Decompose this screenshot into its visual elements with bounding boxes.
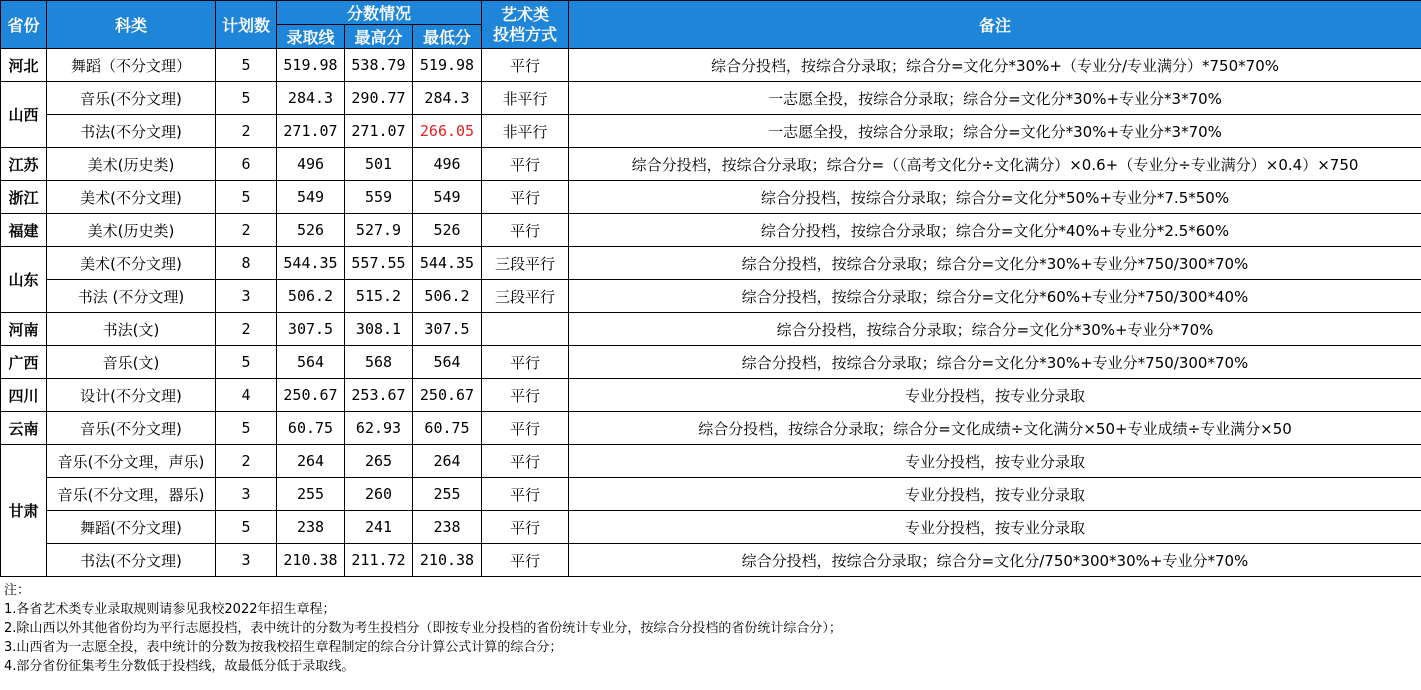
province-cell: 浙江 — [1, 181, 47, 214]
category-cell: 书法(文) — [47, 313, 216, 346]
province-cell: 四川 — [1, 379, 47, 412]
category-cell: 音乐(不分文理，器乐) — [47, 478, 216, 511]
min-cell: 255 — [413, 478, 482, 511]
line-cell: 284.3 — [277, 82, 345, 115]
max-cell: 568 — [345, 346, 413, 379]
table-row — [1, 148, 1421, 181]
line-cell: 271.07 — [277, 115, 345, 148]
plan-cell: 2 — [216, 445, 277, 478]
max-cell: 290.77 — [345, 82, 413, 115]
plan-cell: 5 — [216, 82, 277, 115]
table-row — [1, 511, 1421, 544]
min-cell: 549 — [413, 181, 482, 214]
min-cell: 284.3 — [413, 82, 482, 115]
remark-cell: 专业分投档，按专业分录取 — [569, 379, 1421, 412]
min-cell: 506.2 — [413, 280, 482, 313]
max-cell: 241 — [345, 511, 413, 544]
remark-cell: 专业分投档，按专业分录取 — [569, 511, 1421, 544]
remark-cell: 专业分投档，按专业分录取 — [569, 445, 1421, 478]
method-cell: 平行 — [482, 214, 569, 247]
remark-cell: 综合分投档，按综合分录取；综合分=文化成绩÷文化满分×50+专业成绩÷专业满分×50 — [569, 412, 1421, 445]
method-cell: 平行 — [482, 445, 569, 478]
min-cell: 210.38 — [413, 544, 482, 577]
method-cell: 平行 — [482, 379, 569, 412]
line-cell: 264 — [277, 445, 345, 478]
header-art-method-line1: 艺术类 — [500, 4, 549, 24]
province-cell: 山西 — [1, 82, 47, 148]
plan-cell: 3 — [216, 544, 277, 577]
header-plan: 计划数 — [216, 1, 277, 49]
remark-cell: 一志愿全投，按综合分录取；综合分=文化分*30%+专业分*3*70% — [569, 82, 1421, 115]
category-cell: 美术(历史类) — [47, 214, 216, 247]
table-row — [1, 346, 1421, 379]
method-cell: 三段平行 — [482, 280, 569, 313]
max-cell: 559 — [345, 181, 413, 214]
province-cell: 甘肃 — [1, 445, 47, 577]
category-cell: 音乐(不分文理，声乐) — [47, 445, 216, 478]
method-cell: 平行 — [482, 181, 569, 214]
plan-cell: 6 — [216, 148, 277, 181]
remark-cell: 综合分投档，按综合分录取；综合分=文化分*50%+专业分*7.5*50% — [569, 181, 1421, 214]
table-row — [1, 280, 1421, 313]
remark-cell: 综合分投档，按综合分录取；综合分=文化分*30%+专业分*750/300*70% — [569, 346, 1421, 379]
method-cell: 平行 — [482, 49, 569, 82]
line-cell: 238 — [277, 511, 345, 544]
min-cell: 564 — [413, 346, 482, 379]
min-cell: 60.75 — [413, 412, 482, 445]
method-cell — [482, 313, 569, 346]
max-cell: 527.9 — [345, 214, 413, 247]
min-cell: 496 — [413, 148, 482, 181]
province-cell: 广西 — [1, 346, 47, 379]
plan-cell: 2 — [216, 313, 277, 346]
header-art-method-line2: 投档方式 — [492, 24, 557, 44]
line-cell: 250.67 — [277, 379, 345, 412]
table-row — [1, 181, 1421, 214]
max-cell: 515.2 — [345, 280, 413, 313]
table-row — [1, 214, 1421, 247]
plan-cell: 2 — [216, 214, 277, 247]
max-cell: 557.55 — [345, 247, 413, 280]
remark-cell: 综合分投档，按综合分录取；综合分=文化分*30%+专业分*750/300*70% — [569, 247, 1421, 280]
remark-cell: 专业分投档，按专业分录取 — [569, 478, 1421, 511]
province-cell: 山东 — [1, 247, 47, 313]
line-cell: 255 — [277, 478, 345, 511]
plan-cell: 4 — [216, 379, 277, 412]
category-cell: 美术(不分文理) — [47, 247, 216, 280]
header-province: 省份 — [1, 1, 47, 49]
min-cell: 526 — [413, 214, 482, 247]
plan-cell: 5 — [216, 511, 277, 544]
method-cell: 平行 — [482, 412, 569, 445]
method-cell: 平行 — [482, 544, 569, 577]
plan-cell: 5 — [216, 412, 277, 445]
province-cell: 河南 — [1, 313, 47, 346]
line-cell: 210.38 — [277, 544, 345, 577]
max-cell: 265 — [345, 445, 413, 478]
note-item: 2.除山西以外其他省份均为平行志愿投档，表中统计的分数为考生投档分（即按专业分投档的省份统计专业分，按综合分投档的省份统计综合分）； — [4, 621, 842, 636]
table-row — [1, 247, 1421, 280]
table-row — [1, 412, 1421, 445]
plan-cell: 3 — [216, 280, 277, 313]
line-cell: 526 — [277, 214, 345, 247]
category-cell: 音乐(文) — [47, 346, 216, 379]
min-cell: 264 — [413, 445, 482, 478]
method-cell: 非平行 — [482, 115, 569, 148]
table-row — [1, 478, 1421, 511]
plan-cell: 3 — [216, 478, 277, 511]
max-cell: 62.93 — [345, 412, 413, 445]
plan-cell: 5 — [216, 49, 277, 82]
remark-cell: 综合分投档，按综合分录取；综合分=文化分*40%+专业分*2.5*60% — [569, 214, 1421, 247]
line-cell: 564 — [277, 346, 345, 379]
max-cell: 538.79 — [345, 49, 413, 82]
category-cell: 音乐(不分文理) — [47, 412, 216, 445]
plan-cell: 5 — [216, 346, 277, 379]
table-row — [1, 445, 1421, 478]
category-cell: 书法(不分文理) — [47, 544, 216, 577]
min-cell: 544.35 — [413, 247, 482, 280]
max-cell: 308.1 — [345, 313, 413, 346]
table-row — [1, 313, 1421, 346]
line-cell: 60.75 — [277, 412, 345, 445]
header-min: 最低分 — [413, 25, 482, 49]
table-row — [1, 82, 1421, 115]
header-remark: 备注 — [569, 1, 1421, 49]
line-cell: 496 — [277, 148, 345, 181]
line-cell: 519.98 — [277, 49, 345, 82]
province-cell: 福建 — [1, 214, 47, 247]
header-score-group: 分数情况 — [277, 1, 482, 25]
remark-cell: 一志愿全投，按综合分录取；综合分=文化分*30%+专业分*3*70% — [569, 115, 1421, 148]
remark-cell: 综合分投档，按综合分录取；综合分=（（高考文化分÷文化满分）×0.6+（专业分÷专业满分）×0.4）×750 — [569, 148, 1421, 181]
header-art-method — [482, 1, 569, 49]
category-cell: 美术(不分文理) — [47, 181, 216, 214]
line-cell: 544.35 — [277, 247, 345, 280]
header-category: 科类 — [47, 1, 216, 49]
max-cell: 253.67 — [345, 379, 413, 412]
max-cell: 501 — [345, 148, 413, 181]
remark-cell: 综合分投档，按综合分录取；综合分=文化分/750*300*30%+专业分*70% — [569, 544, 1421, 577]
min-cell: 307.5 — [413, 313, 482, 346]
category-cell: 设计(不分文理) — [47, 379, 216, 412]
province-cell: 河北 — [1, 49, 47, 82]
max-cell: 260 — [345, 478, 413, 511]
max-cell: 271.07 — [345, 115, 413, 148]
header-max: 最高分 — [345, 25, 413, 49]
line-cell: 307.5 — [277, 313, 345, 346]
remark-cell: 综合分投档，按综合分录取；综合分=文化分*30%+（专业分/专业满分）*750*70% — [569, 49, 1421, 82]
plan-cell: 5 — [216, 181, 277, 214]
remark-cell: 综合分投档，按综合分录取；综合分=文化分*60%+专业分*750/300*40% — [569, 280, 1421, 313]
table-row — [1, 544, 1421, 577]
max-cell: 211.72 — [345, 544, 413, 577]
min-cell: 238 — [413, 511, 482, 544]
note-item: 3.山西省为一志愿全投，表中统计的分数为按我校招生章程制定的综合分计算公式计算的综合分； — [4, 640, 563, 655]
method-cell: 平行 — [482, 148, 569, 181]
method-cell: 平行 — [482, 346, 569, 379]
line-cell: 506.2 — [277, 280, 345, 313]
note-item: 4.部分省份征集考生分数低于投档线，故最低分低于录取线。 — [4, 659, 355, 674]
min-cell: 250.67 — [413, 379, 482, 412]
header-line: 录取线 — [277, 25, 345, 49]
category-cell: 美术(历史类) — [47, 148, 216, 181]
note-heading: 注： — [4, 583, 31, 598]
method-cell: 平行 — [482, 511, 569, 544]
category-cell: 书法(不分文理) — [47, 115, 216, 148]
province-cell: 云南 — [1, 412, 47, 445]
method-cell: 三段平行 — [482, 247, 569, 280]
province-cell: 江苏 — [1, 148, 47, 181]
min-cell-highlight: 266.05 — [413, 115, 482, 148]
table-row — [1, 49, 1421, 82]
notes-section — [0, 577, 1421, 676]
line-cell: 549 — [277, 181, 345, 214]
category-cell: 舞蹈（不分文理） — [47, 49, 216, 82]
plan-cell: 2 — [216, 115, 277, 148]
category-cell: 书法 (不分文理) — [47, 280, 216, 313]
category-cell: 舞蹈(不分文理) — [47, 511, 216, 544]
method-cell: 非平行 — [482, 82, 569, 115]
table-row — [1, 115, 1421, 148]
method-cell: 平行 — [482, 478, 569, 511]
remark-cell: 综合分投档，按综合分录取；综合分=文化分*30%+专业分*70% — [569, 313, 1421, 346]
plan-cell: 8 — [216, 247, 277, 280]
min-cell: 519.98 — [413, 49, 482, 82]
note-item: 1.各省艺术类专业录取规则请参见我校2022年招生章程； — [4, 602, 336, 617]
table-row — [1, 379, 1421, 412]
category-cell: 音乐(不分文理) — [47, 82, 216, 115]
